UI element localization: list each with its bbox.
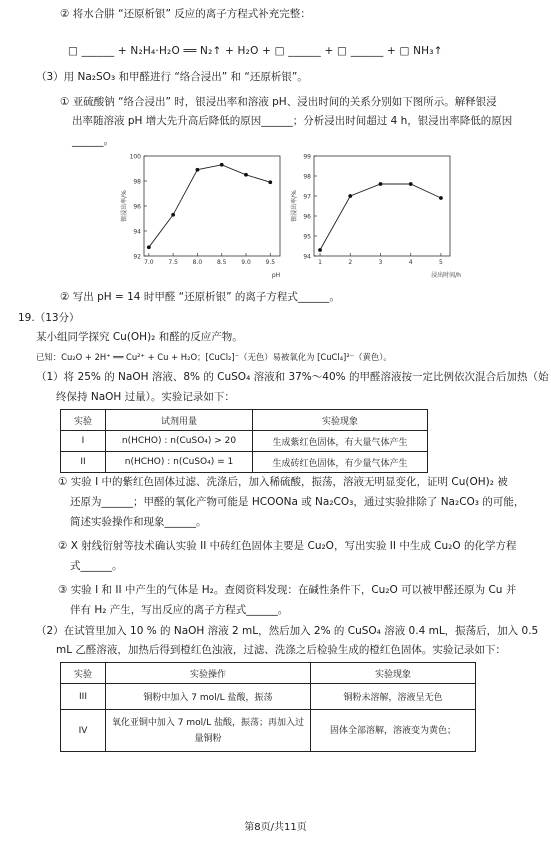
data-point (171, 213, 175, 217)
data-point (439, 196, 443, 200)
plot-frame (144, 156, 280, 256)
q3-p1-line1: ① 亚硫酸钠 “络合浸出” 时，银浸出率和溶液 pH、浸出时间的关系分别如下图所示。解释银浸 (60, 96, 497, 108)
page-footer: 第8页/共11页 (244, 822, 307, 833)
q19-a2-line1: ② X 射线衍射等技术确认实验 II 中砖红色固体主要是 Cu₂O，写出实验 II 中生成 Cu₂O 的化学方程 (58, 540, 517, 552)
q19-a1-line3: 简述实验操作和现象______。 (70, 516, 207, 528)
x-tick-label: 9.0 (241, 259, 251, 266)
data-point (220, 163, 224, 167)
table-row (61, 684, 476, 710)
table-cell: 铜粉中加入 7 mol/L 盐酸，振荡 (106, 684, 311, 710)
table-header-cell: 实验 (61, 663, 106, 684)
table-cell: 生成砖红色固体，有少量气体产生 (253, 452, 428, 473)
data-point (348, 194, 352, 198)
data-point (409, 182, 413, 186)
q19-p2-line1: （2）在试管里加入 10 % 的 NaOH 溶液 2 mL，然后加入 2% 的 CuSO₄ 溶液 0.4 mL，振荡后，加入 0.5 (36, 625, 539, 637)
q19-a1-line2: 还原为______；甲醛的氧化产物可能是 HCOONa 或 Na₂CO₃，通过实验排除了 Na₂CO₃ 的可能， (70, 496, 525, 508)
data-point (379, 182, 383, 186)
table-cell: II (61, 452, 106, 473)
y-tick-label: 98 (303, 173, 311, 181)
y-tick-label: 96 (303, 213, 311, 221)
q19-a2-line2: 式______。 (70, 560, 123, 572)
plot-frame (314, 156, 450, 256)
q3-p2: ② 写出 pH = 14 时甲醛 “还原析银” 的离子方程式______。 (60, 291, 340, 303)
chart-ph (118, 150, 286, 280)
y-axis-label: 银浸出率/% (291, 190, 298, 222)
table-cell: 氧化亚铜中加入 7 mol/L 盐酸，振荡；再加入过量铜粉 (106, 710, 311, 752)
q19-p1-line2: 终保持 NaOH 过量）。实验记录如下： (56, 391, 235, 403)
x-tick-label: 3 (378, 259, 383, 266)
chart-time (288, 150, 461, 280)
table-cell: 生成紫红色固体，有大量气体产生 (253, 431, 428, 452)
x-tick-label: 7.5 (168, 259, 178, 266)
table-header-cell: 实验 (61, 410, 106, 431)
y-tick-label: 96 (133, 203, 141, 211)
x-tick-label: 2 (348, 259, 353, 266)
x-tick-label: 4 (408, 259, 413, 266)
table-cell: n(HCHO) : n(CuSO₄) = 1 (106, 452, 253, 473)
table-cell: 铜粉未溶解，溶液呈无色 (311, 684, 476, 710)
table-cell: III (61, 684, 106, 710)
table-header-cell: 实验操作 (106, 663, 311, 684)
data-point (318, 248, 322, 252)
q19-note: 已知：Cu₂O + 2H⁺ ══ Cu²⁺ + Cu + H₂O；[CuCl₂]⁻（无色）易被氧化为 [CuCl₄]²⁻（黄色）。 (36, 352, 392, 362)
x-tick-label: 8.0 (192, 259, 203, 266)
chart-ph-svg (118, 150, 286, 280)
q19-a3-line2: 伴有 H₂ 产生，写出反应的离子方程式______。 (70, 604, 289, 616)
table-row (61, 431, 428, 452)
q19-p1-line1: （1）将 25% 的 NaOH 溶液、8% 的 CuSO₄ 溶液和 37%～40% 的甲醛溶液按一定比例依次混合后加热（始 (36, 371, 549, 383)
q-item2-equation: □ ______ + N₂H₄·H₂O ══ N₂↑ + H₂O + □ ______ + □ ______ + □ NH₃↑ (68, 45, 443, 57)
table-header-cell: 实验现象 (253, 410, 428, 431)
y-tick-label: 98 (133, 178, 141, 186)
y-tick-label: 94 (303, 253, 311, 261)
y-tick-label: 99 (303, 153, 311, 161)
data-point (196, 168, 200, 172)
x-axis-label: 浸出时间/h (431, 272, 461, 279)
x-tick-label: 9.5 (265, 259, 276, 266)
y-tick-label: 94 (133, 228, 141, 236)
chart-time-svg (288, 150, 461, 280)
table-header-row (61, 410, 428, 431)
x-axis-label: pH (271, 272, 281, 279)
table-experiments-2 (60, 662, 476, 752)
y-axis-label: 银浸出率/% (121, 190, 128, 222)
table-cell: I (61, 431, 106, 452)
table-row (61, 452, 428, 473)
q-item2-line: ② 将水合肼 “还原析银” 反应的离子方程式补充完整： (60, 8, 311, 20)
table-row (61, 710, 476, 752)
table-header-cell: 试剂用量 (106, 410, 253, 431)
y-tick-label: 95 (303, 233, 311, 241)
data-point (147, 245, 151, 249)
data-point (268, 180, 272, 184)
q19-header: 19.（13分） (18, 312, 80, 324)
y-tick-label: 97 (303, 193, 311, 201)
table-cell: 固体全部溶解，溶液变为黄色； (311, 710, 476, 752)
q19-intro: 某小组同学探究 Cu(OH)₂ 和醛的反应产物。 (36, 331, 243, 343)
q3-p1-line2: 出率随溶液 pH 增大先升高后降低的原因______；分析浸出时间超过 4 h，银浸出率降低的原因 (72, 115, 513, 127)
data-point (244, 173, 248, 177)
y-tick-label: 100 (129, 153, 141, 161)
q3-p1-line3: ______。 (72, 135, 114, 147)
q19-a3-line1: ③ 实验 I 和 II 中产生的气体是 H₂。查阅资料发现：在碱性条件下，Cu₂O 可以被甲醛还原为 Cu 并 (58, 584, 517, 596)
q3-intro: （3）用 Na₂SO₃ 和甲醛进行 “络合浸出” 和 “还原析银”。 (36, 71, 308, 83)
x-tick-label: 1 (318, 259, 322, 266)
q19-p2-line2: mL 乙醛溶液，加热后得到橙红色浊液，过滤、洗涤之后检验生成的橙红色固体。实验记录如下： (56, 644, 506, 656)
q19-a1-line1: ① 实验 I 中的紫红色固体过滤、洗涤后，加入稀硫酸，振荡，溶液无明显变化，证明 Cu(OH)₂ 被 (58, 476, 508, 488)
x-tick-label: 7.0 (144, 259, 154, 266)
table-cell: IV (61, 710, 106, 752)
series-line (149, 165, 270, 247)
table-cell: n(HCHO) : n(CuSO₄) > 20 (106, 431, 253, 452)
x-tick-label: 5 (439, 259, 443, 266)
table-experiments-1 (60, 409, 428, 473)
x-tick-label: 8.5 (216, 259, 227, 266)
table-header-row (61, 663, 476, 684)
table-header-cell: 实验现象 (311, 663, 476, 684)
series-line (320, 184, 441, 250)
y-tick-label: 92 (133, 253, 141, 261)
